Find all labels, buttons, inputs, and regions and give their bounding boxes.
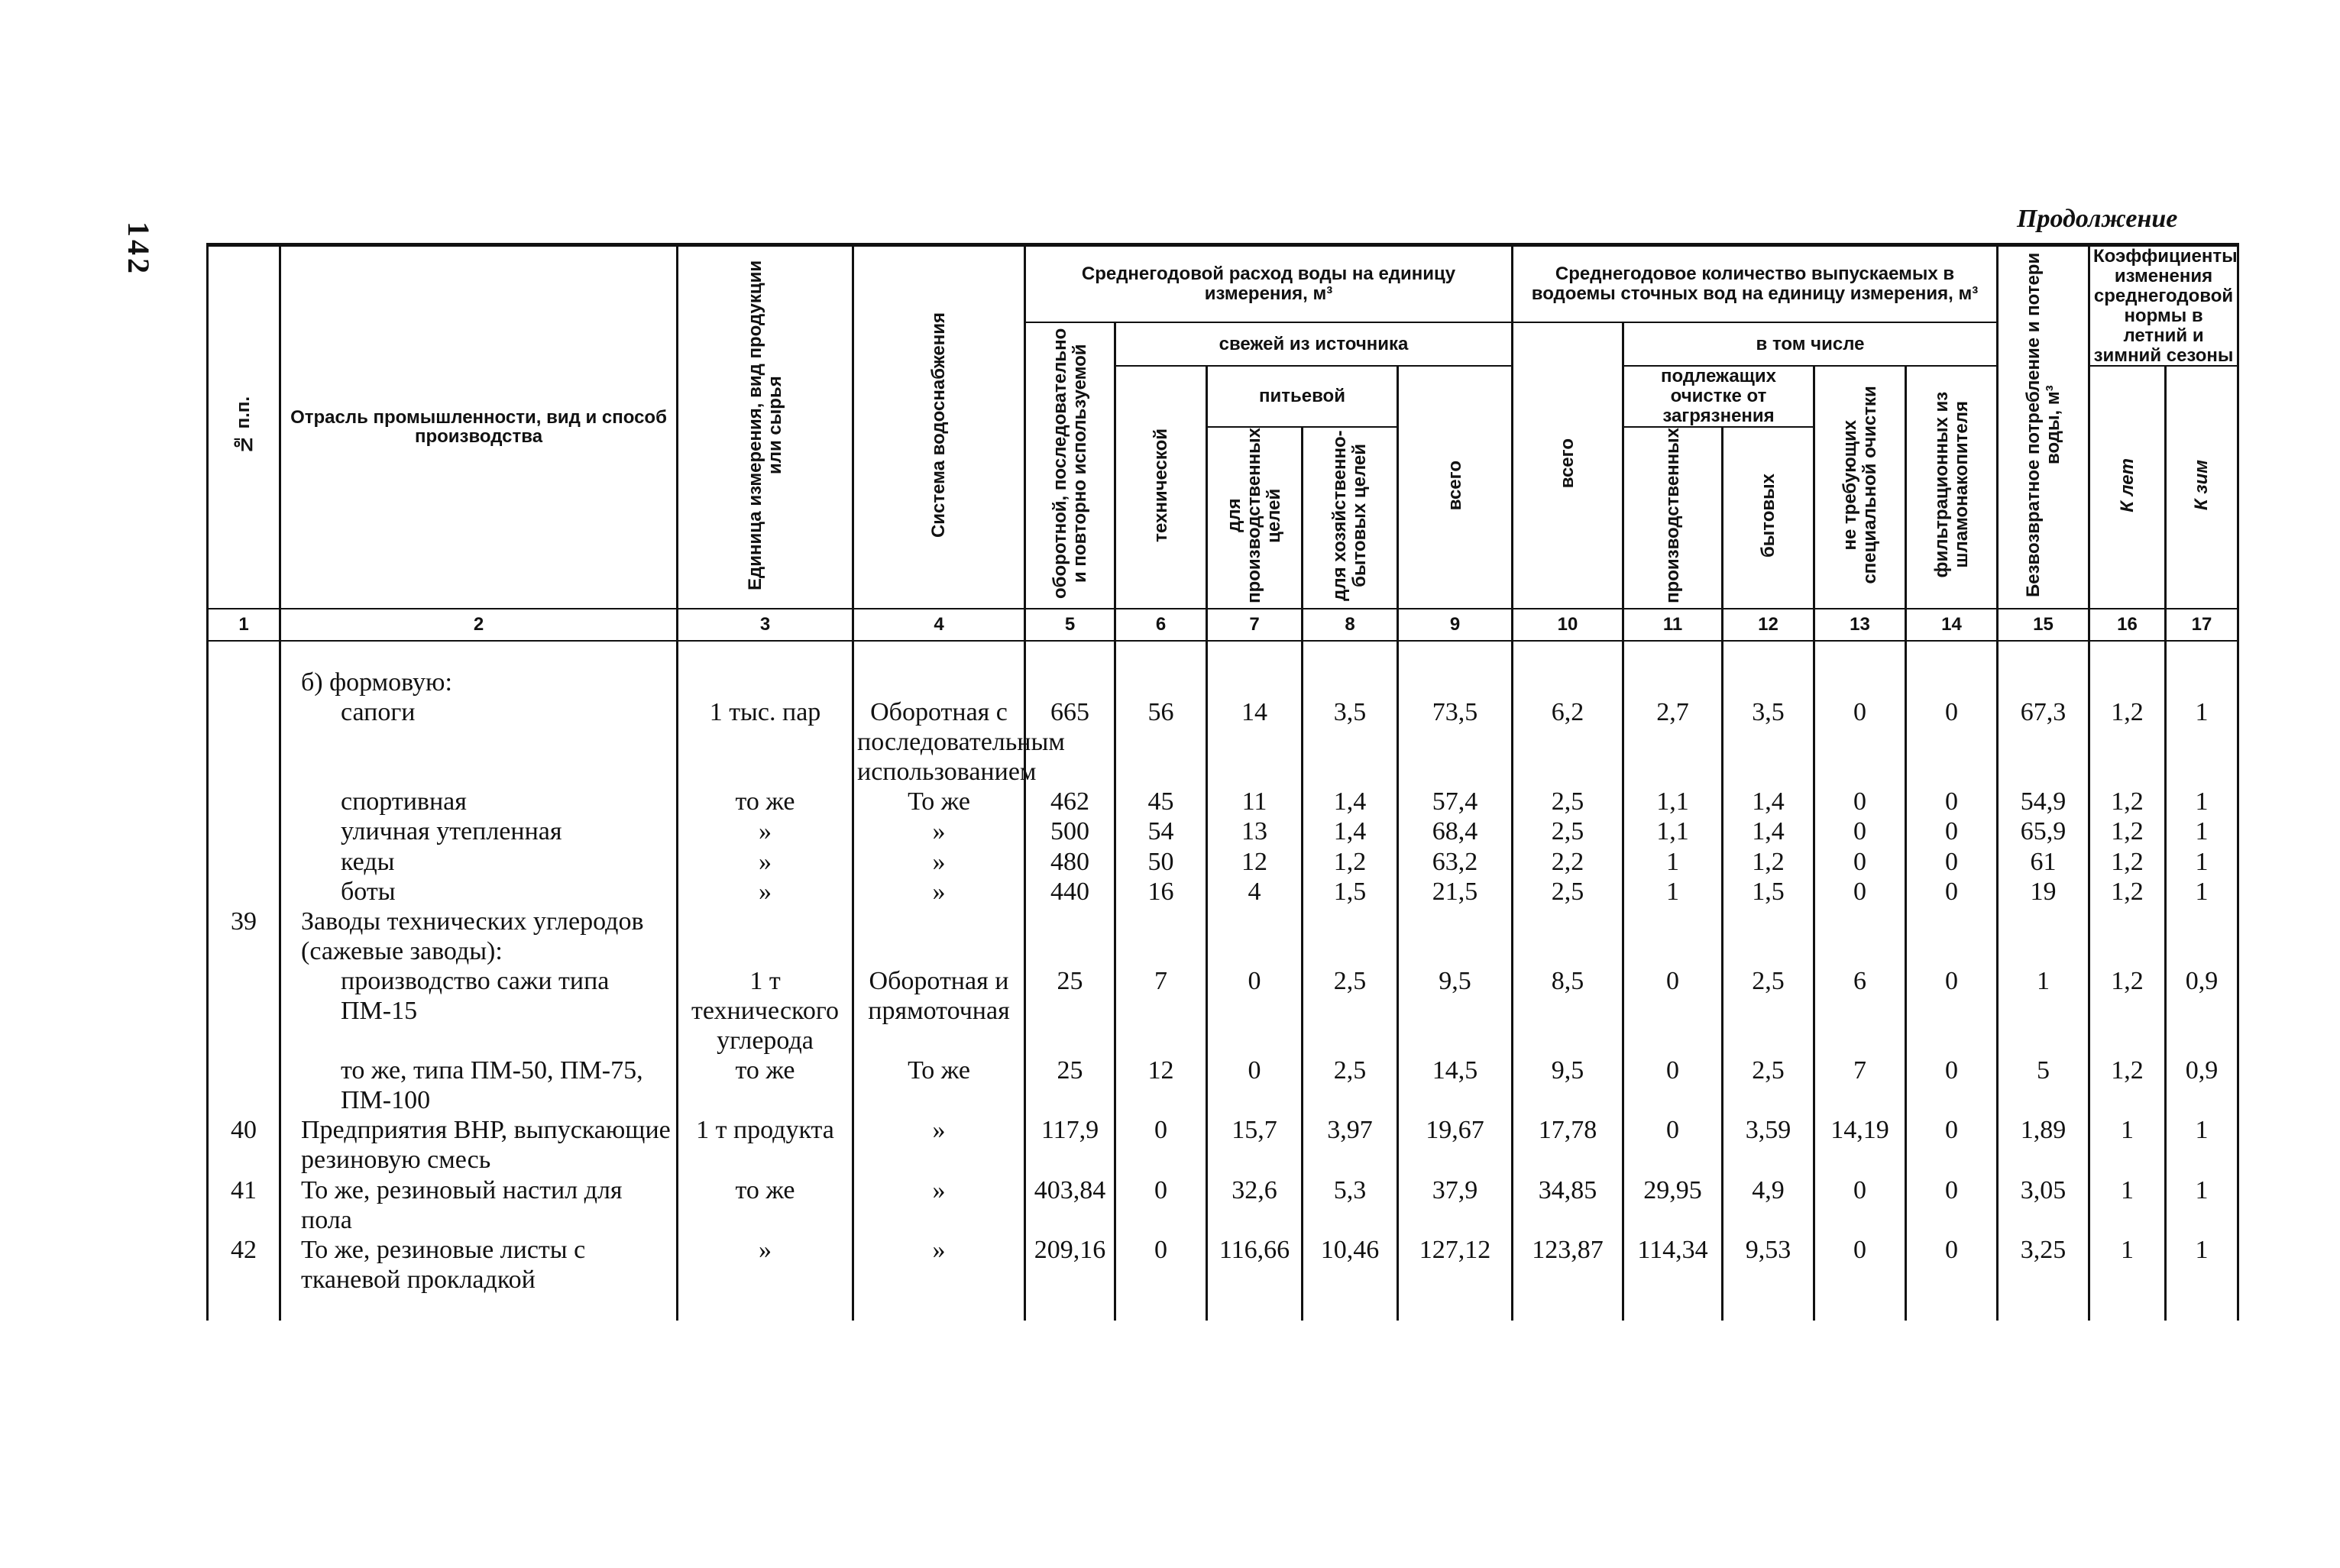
row-value-col-11: 1 (1623, 877, 1723, 907)
column-number: 2 (280, 609, 678, 641)
row-value-col-9: 21,5 (1398, 877, 1513, 907)
row-value-col-9 (1398, 907, 1513, 966)
row-value-col-17: 1 (2166, 697, 2238, 787)
row-value-col-8: 3,97 (1303, 1115, 1398, 1175)
row-value-col-6: 7 (1115, 966, 1207, 1056)
column-number: 6 (1115, 609, 1207, 641)
row-value-col-9: 37,9 (1398, 1175, 1513, 1235)
row-number: 39 (208, 907, 280, 966)
header-col-8: для хозяйственно-бытовых целей (1303, 427, 1398, 609)
row-value-col-16: 1,2 (2089, 1056, 2166, 1115)
row-value-col-11: 1,1 (1623, 787, 1723, 816)
row-value-col-5: 665 (1025, 697, 1115, 787)
row-name: Заводы технических углеродов (сажевые заводы): (280, 907, 678, 966)
row-value-col-16 (2089, 668, 2166, 697)
row-value-col-17: 1 (2166, 847, 2238, 877)
row-value-col-5: 462 (1025, 787, 1115, 816)
row-unit (678, 907, 853, 966)
row-value-col-9: 127,12 (1398, 1235, 1513, 1321)
row-value-col-12: 4,9 (1723, 1175, 1814, 1235)
row-value-col-7: 116,66 (1207, 1235, 1303, 1321)
row-value-col-15: 3,05 (1998, 1175, 2089, 1235)
row-value-col-7: 12 (1207, 847, 1303, 877)
row-name: б) формовую: (280, 668, 678, 697)
row-value-col-16: 1 (2089, 1115, 2166, 1175)
header-col-13: не требующих специальной очистки (1814, 366, 1906, 609)
header-group-discharge: Среднегодовое количество выпускаемых в водоемы сточных вод на единицу измерения, м³ (1513, 245, 1998, 323)
header-group-drinking: питьевой (1207, 366, 1398, 427)
row-name: То же, резиновые листы с тканевой прокладкой (280, 1235, 678, 1321)
row-value-col-14 (1906, 668, 1998, 697)
spacer-row (208, 641, 2238, 668)
row-value-col-9: 19,67 (1398, 1115, 1513, 1175)
column-number: 10 (1513, 609, 1623, 641)
row-value-col-15: 3,25 (1998, 1235, 2089, 1321)
row-value-col-5: 117,9 (1025, 1115, 1115, 1175)
row-system: » (853, 877, 1025, 907)
header-col-2: Отрасль промышленности, вид и способ производства (280, 245, 678, 609)
row-value-col-17 (2166, 907, 2238, 966)
row-value-col-12: 1,5 (1723, 877, 1814, 907)
row-value-col-17: 1 (2166, 1175, 2238, 1235)
column-number: 17 (2166, 609, 2238, 641)
table-row (208, 1175, 2238, 1235)
row-value-col-7: 13 (1207, 816, 1303, 846)
row-value-col-15 (1998, 907, 2089, 966)
row-value-col-10: 2,5 (1513, 816, 1623, 846)
row-value-col-11: 2,7 (1623, 697, 1723, 787)
row-value-col-16 (2089, 907, 2166, 966)
table-row (208, 847, 2238, 877)
row-value-col-7: 4 (1207, 877, 1303, 907)
row-value-col-10 (1513, 907, 1623, 966)
row-unit: 1 т продукта (678, 1115, 853, 1175)
page-number: 142 (121, 221, 156, 276)
row-value-col-11: 1 (1623, 847, 1723, 877)
row-value-col-5: 480 (1025, 847, 1115, 877)
row-value-col-7 (1207, 668, 1303, 697)
row-value-col-17: 1 (2166, 877, 2238, 907)
row-value-col-9: 9,5 (1398, 966, 1513, 1056)
continuation-label: Продолжение (2017, 205, 2178, 233)
row-value-col-7: 11 (1207, 787, 1303, 816)
column-number: 5 (1025, 609, 1115, 641)
row-system: То же (853, 787, 1025, 816)
water-norms-table (206, 243, 2239, 1321)
row-value-col-11: 0 (1623, 1056, 1723, 1115)
row-number: 42 (208, 1235, 280, 1321)
table-row (208, 907, 2238, 966)
row-unit: » (678, 877, 853, 907)
row-value-col-6: 54 (1115, 816, 1207, 846)
row-value-col-6: 50 (1115, 847, 1207, 877)
row-value-col-11: 0 (1623, 1115, 1723, 1175)
row-value-col-12: 1,2 (1723, 847, 1814, 877)
row-value-col-8: 2,5 (1303, 1056, 1398, 1115)
row-value-col-12: 1,4 (1723, 816, 1814, 846)
row-value-col-13 (1814, 907, 1906, 966)
row-value-col-12: 3,5 (1723, 697, 1814, 787)
row-system: То же (853, 1056, 1025, 1115)
row-value-col-12 (1723, 907, 1814, 966)
header-group-treat: подлежащих очистке от загрязнения (1623, 366, 1814, 427)
row-value-col-17: 1 (2166, 787, 2238, 816)
header-col-4: Система водоснабжения (853, 245, 1025, 609)
row-system: » (853, 816, 1025, 846)
row-value-col-16: 1,2 (2089, 847, 2166, 877)
column-number: 13 (1814, 609, 1906, 641)
table-row (208, 697, 2238, 787)
header-col-15: Безвозвратное потребление и потери воды, м³ (1998, 245, 2089, 609)
row-value-col-11: 114,34 (1623, 1235, 1723, 1321)
row-value-col-6: 0 (1115, 1235, 1207, 1321)
row-value-col-16: 1 (2089, 1235, 2166, 1321)
header-col-10: всего (1513, 322, 1623, 609)
row-system (853, 668, 1025, 697)
column-number: 8 (1303, 609, 1398, 641)
row-value-col-15: 1 (1998, 966, 2089, 1056)
row-value-col-14: 0 (1906, 847, 1998, 877)
row-value-col-5: 25 (1025, 966, 1115, 1056)
row-system (853, 907, 1025, 966)
row-value-col-6: 0 (1115, 1115, 1207, 1175)
row-value-col-8: 10,46 (1303, 1235, 1398, 1321)
row-value-col-12 (1723, 668, 1814, 697)
row-value-col-8 (1303, 668, 1398, 697)
row-value-col-8 (1303, 907, 1398, 966)
row-value-col-7: 15,7 (1207, 1115, 1303, 1175)
row-value-col-14: 0 (1906, 1175, 1998, 1235)
row-value-col-17: 1 (2166, 1115, 2238, 1175)
row-value-col-12: 2,5 (1723, 1056, 1814, 1115)
column-number: 15 (1998, 609, 2089, 641)
row-value-col-5: 403,84 (1025, 1175, 1115, 1235)
row-value-col-14: 0 (1906, 816, 1998, 846)
row-value-col-6: 56 (1115, 697, 1207, 787)
row-value-col-7: 32,6 (1207, 1175, 1303, 1235)
row-value-col-15: 5 (1998, 1056, 2089, 1115)
row-value-col-13: 0 (1814, 877, 1906, 907)
row-value-col-13: 14,19 (1814, 1115, 1906, 1175)
row-value-col-13: 0 (1814, 1175, 1906, 1235)
row-value-col-6 (1115, 668, 1207, 697)
row-value-col-13: 0 (1814, 1235, 1906, 1321)
header-col-16: К лет (2089, 366, 2166, 609)
row-name: Предприятия ВНР, выпускающие резиновую смесь (280, 1115, 678, 1175)
row-unit: » (678, 1235, 853, 1321)
row-value-col-9: 73,5 (1398, 697, 1513, 787)
row-name: спортивная (280, 787, 678, 816)
row-value-col-9: 63,2 (1398, 847, 1513, 877)
row-unit: 1 т технического углерода (678, 966, 853, 1056)
row-value-col-10: 17,78 (1513, 1115, 1623, 1175)
header-col-5: оборотной, последовательно и повторно используемой (1025, 322, 1115, 609)
row-value-col-16: 1,2 (2089, 816, 2166, 846)
row-number: 40 (208, 1115, 280, 1175)
row-value-col-10: 9,5 (1513, 1056, 1623, 1115)
row-value-col-12: 2,5 (1723, 966, 1814, 1056)
row-value-col-10: 2,5 (1513, 787, 1623, 816)
column-number: 1 (208, 609, 280, 641)
row-number: 41 (208, 1175, 280, 1235)
row-name: кеды (280, 847, 678, 877)
row-value-col-5 (1025, 907, 1115, 966)
row-value-col-11: 1,1 (1623, 816, 1723, 846)
header-col-14: фильтрационных из шламонакопителя (1906, 366, 1998, 609)
row-value-col-15 (1998, 668, 2089, 697)
row-system: » (853, 1175, 1025, 1235)
header-group-water-use: Среднегодовой расход воды на единицу измерения, м³ (1025, 245, 1513, 323)
row-value-col-10: 34,85 (1513, 1175, 1623, 1235)
column-number: 16 (2089, 609, 2166, 641)
row-value-col-16: 1,2 (2089, 877, 2166, 907)
row-system: » (853, 1235, 1025, 1321)
column-number: 4 (853, 609, 1025, 641)
header-col-17: К зим (2166, 366, 2238, 609)
row-value-col-9 (1398, 668, 1513, 697)
row-value-col-5: 209,16 (1025, 1235, 1115, 1321)
row-value-col-7: 0 (1207, 1056, 1303, 1115)
row-value-col-13: 0 (1814, 847, 1906, 877)
row-unit: то же (678, 1056, 853, 1115)
row-value-col-7: 0 (1207, 966, 1303, 1056)
row-unit: то же (678, 787, 853, 816)
row-value-col-14: 0 (1906, 966, 1998, 1056)
row-unit: » (678, 816, 853, 846)
header-group-incl: в том числе (1623, 322, 1998, 366)
row-name: то же, типа ПМ-50, ПМ-75, ПМ-100 (280, 1056, 678, 1115)
row-value-col-5: 25 (1025, 1056, 1115, 1115)
row-value-col-12: 9,53 (1723, 1235, 1814, 1321)
row-value-col-14: 0 (1906, 1235, 1998, 1321)
row-value-col-14 (1906, 907, 1998, 966)
row-value-col-14: 0 (1906, 697, 1998, 787)
row-value-col-10: 8,5 (1513, 966, 1623, 1056)
row-value-col-16: 1,2 (2089, 966, 2166, 1056)
row-number (208, 877, 280, 907)
table-row (208, 1235, 2238, 1321)
row-value-col-11: 29,95 (1623, 1175, 1723, 1235)
row-value-col-17: 0,9 (2166, 966, 2238, 1056)
row-value-col-10 (1513, 668, 1623, 697)
row-name: То же, резиновый настил для пола (280, 1175, 678, 1235)
row-number (208, 816, 280, 846)
row-value-col-8: 1,4 (1303, 787, 1398, 816)
row-value-col-10: 123,87 (1513, 1235, 1623, 1321)
row-value-col-13: 6 (1814, 966, 1906, 1056)
row-value-col-8: 1,2 (1303, 847, 1398, 877)
row-value-col-8: 2,5 (1303, 966, 1398, 1056)
row-value-col-13: 0 (1814, 787, 1906, 816)
row-value-col-8: 1,4 (1303, 816, 1398, 846)
header-col-7: для производственных целей (1207, 427, 1303, 609)
row-value-col-11: 0 (1623, 966, 1723, 1056)
row-value-col-16: 1,2 (2089, 787, 2166, 816)
column-number: 11 (1623, 609, 1723, 641)
table-row (208, 1115, 2238, 1175)
row-value-col-15: 61 (1998, 847, 2089, 877)
row-value-col-6: 12 (1115, 1056, 1207, 1115)
row-value-col-17: 1 (2166, 1235, 2238, 1321)
row-value-col-15: 67,3 (1998, 697, 2089, 787)
row-number (208, 787, 280, 816)
table-header (208, 245, 2238, 641)
row-number (208, 697, 280, 787)
row-value-col-8: 5,3 (1303, 1175, 1398, 1235)
row-value-col-15: 54,9 (1998, 787, 2089, 816)
table-body (208, 641, 2238, 1321)
row-value-col-10: 2,5 (1513, 877, 1623, 907)
header-col-9: всего (1398, 366, 1513, 609)
row-name: уличная утепленная (280, 816, 678, 846)
row-name: производство сажи типа ПМ-15 (280, 966, 678, 1056)
column-number: 3 (678, 609, 853, 641)
row-value-col-11 (1623, 907, 1723, 966)
row-value-col-5 (1025, 668, 1115, 697)
table-row (208, 668, 2238, 697)
row-value-col-15: 19 (1998, 877, 2089, 907)
row-value-col-9: 68,4 (1398, 816, 1513, 846)
row-unit: » (678, 847, 853, 877)
row-value-col-16: 1 (2089, 1175, 2166, 1235)
row-value-col-12: 1,4 (1723, 787, 1814, 816)
row-value-col-8: 3,5 (1303, 697, 1398, 787)
header-col-12: бытовых (1723, 427, 1814, 609)
table-row (208, 877, 2238, 907)
column-number: 14 (1906, 609, 1998, 641)
row-value-col-11 (1623, 668, 1723, 697)
row-name: сапоги (280, 697, 678, 787)
row-value-col-17: 1 (2166, 816, 2238, 846)
row-system: » (853, 1115, 1025, 1175)
row-value-col-7 (1207, 907, 1303, 966)
row-value-col-6: 0 (1115, 1175, 1207, 1235)
row-system: Оборотная и прямоточная (853, 966, 1025, 1056)
row-value-col-15: 1,89 (1998, 1115, 2089, 1175)
row-value-col-13: 0 (1814, 697, 1906, 787)
row-number (208, 966, 280, 1056)
header-col-6: технической (1115, 366, 1207, 609)
row-value-col-7: 14 (1207, 697, 1303, 787)
row-value-col-16: 1,2 (2089, 697, 2166, 787)
row-value-col-5: 440 (1025, 877, 1115, 907)
row-value-col-9: 14,5 (1398, 1056, 1513, 1115)
row-value-col-6: 16 (1115, 877, 1207, 907)
row-value-col-13 (1814, 668, 1906, 697)
column-number: 12 (1723, 609, 1814, 641)
row-value-col-6: 45 (1115, 787, 1207, 816)
row-system: » (853, 847, 1025, 877)
header-col-1: № п.п. (208, 245, 280, 609)
row-value-col-14: 0 (1906, 877, 1998, 907)
row-value-col-14: 0 (1906, 787, 1998, 816)
row-value-col-14: 0 (1906, 1056, 1998, 1115)
header-col-11: производственных (1623, 427, 1723, 609)
table-row (208, 1056, 2238, 1115)
header-group-fresh: свежей из источника (1115, 322, 1513, 366)
column-number: 7 (1207, 609, 1303, 641)
row-number (208, 668, 280, 697)
table-row (208, 966, 2238, 1056)
row-name: боты (280, 877, 678, 907)
row-unit: 1 тыс. пар (678, 697, 853, 787)
row-value-col-13: 7 (1814, 1056, 1906, 1115)
row-value-col-6 (1115, 907, 1207, 966)
row-number (208, 1056, 280, 1115)
header-col-3: Единица измерения, вид продукции или сырья (678, 245, 853, 609)
row-value-col-17: 0,9 (2166, 1056, 2238, 1115)
column-number: 9 (1398, 609, 1513, 641)
column-number-row (208, 609, 2238, 641)
table-row (208, 816, 2238, 846)
table-row (208, 787, 2238, 816)
row-value-col-10: 2,2 (1513, 847, 1623, 877)
row-value-col-12: 3,59 (1723, 1115, 1814, 1175)
row-number (208, 847, 280, 877)
row-value-col-8: 1,5 (1303, 877, 1398, 907)
header-group-coef: Коэффициенты изменения среднегодовой нормы в летний и зимний сезоны (2089, 245, 2238, 367)
row-unit: то же (678, 1175, 853, 1235)
row-value-col-5: 500 (1025, 816, 1115, 846)
row-value-col-13: 0 (1814, 816, 1906, 846)
row-value-col-10: 6,2 (1513, 697, 1623, 787)
row-value-col-15: 65,9 (1998, 816, 2089, 846)
row-system: Оборотная с последовательным использованием (853, 697, 1025, 787)
row-unit (678, 668, 853, 697)
row-value-col-17 (2166, 668, 2238, 697)
row-value-col-9: 57,4 (1398, 787, 1513, 816)
row-value-col-14: 0 (1906, 1115, 1998, 1175)
